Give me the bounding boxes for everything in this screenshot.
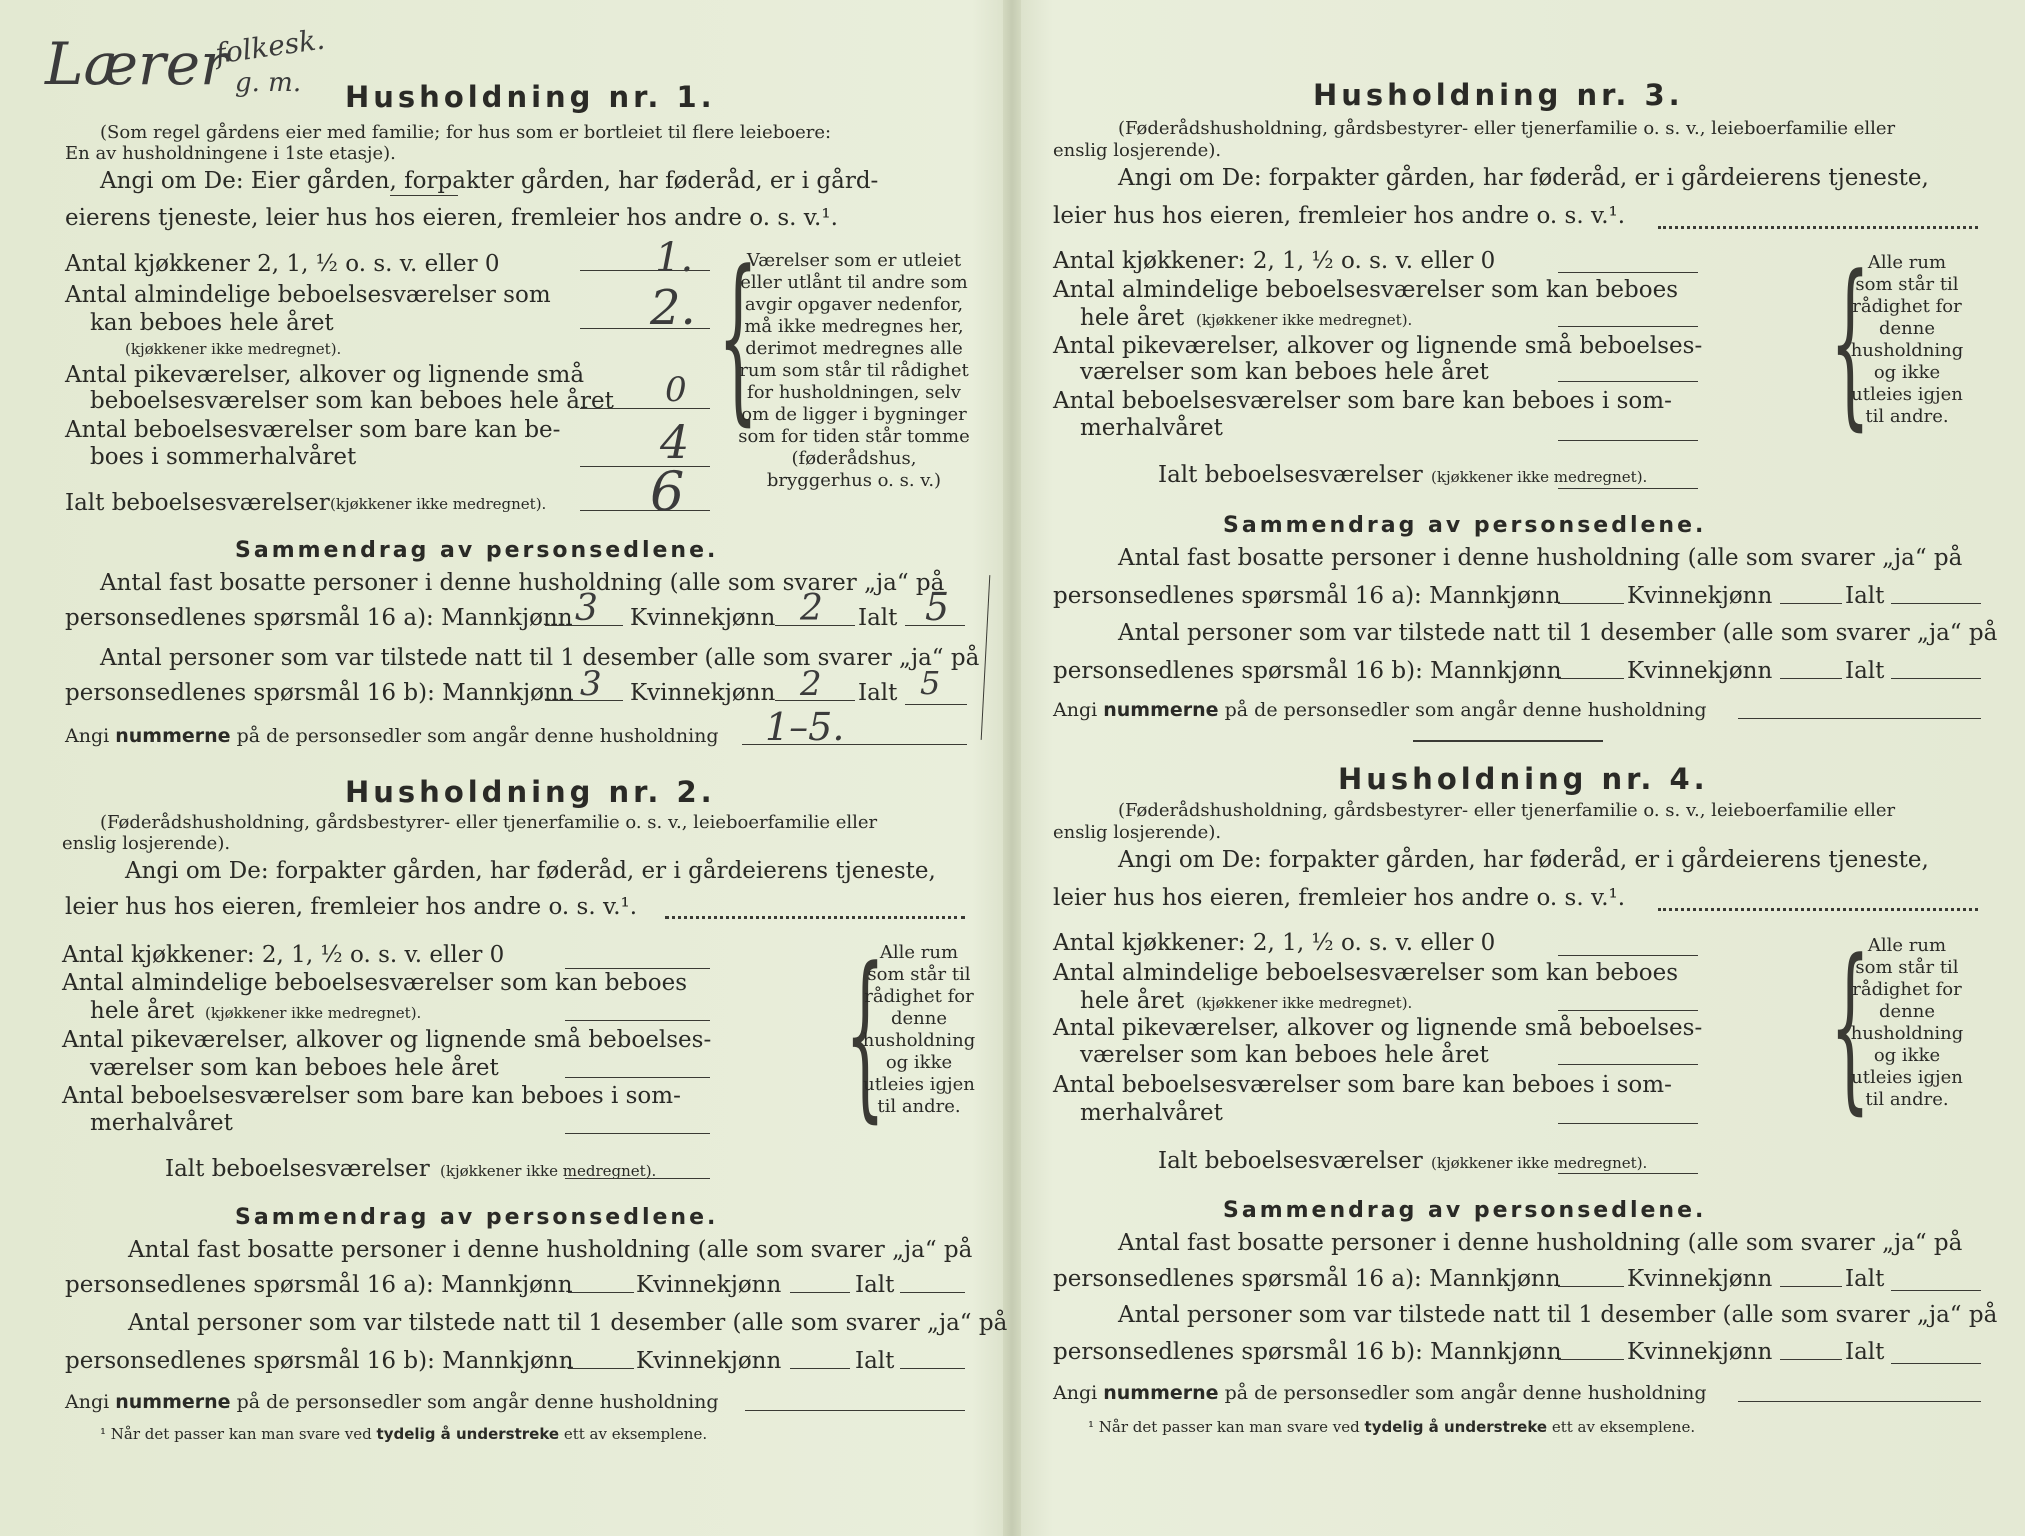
h4-tilst-k-label: Kvinnekjønn	[1627, 1339, 1773, 1365]
household-3-angi-line1: Angi om De: forpakter gården, har føderåd, er i gårdeierens tjeneste,	[1118, 165, 1929, 191]
h3-brace: {	[1830, 238, 1871, 447]
h2-rooms-field[interactable]	[565, 1020, 710, 1021]
h4-maid-field[interactable]	[1558, 1064, 1698, 1065]
h2-tilst-line1: Antal personer som var tilstede natt til 1 desember (alle som svarer „ja“ på	[128, 1310, 1008, 1336]
handwritten-occupation-note: folkesk.	[213, 22, 327, 71]
handwritten-occupation: Lærer	[45, 30, 228, 98]
h4-total-note: (kjøkkener ikke medregnet).	[1431, 1154, 1648, 1172]
h3-numbers-field[interactable]	[1738, 718, 1981, 719]
h2-rooms-note: (kjøkkener ikke medregnet).	[205, 1004, 422, 1022]
h2-summer-line1: Antal beboelsesværelser som bare kan beboes i som-	[62, 1083, 681, 1109]
h4-tilst-line2: personsedlenes spørsmål 16 b): Mannkjønn	[1053, 1339, 1562, 1365]
h1-maid-line1: Antal pikeværelser, alkover og lignende små	[65, 362, 585, 388]
h3-angi-field[interactable]	[1658, 226, 1978, 229]
h2-rooms-line1: Antal almindelige beboelsesværelser som kan beboes	[62, 970, 688, 996]
h1-fast-ialt-label: Ialt	[858, 605, 898, 631]
h4-angi-numbers-label: Angi nummerne på de personsedler som angår denne husholdning	[1053, 1382, 1707, 1404]
household-1-title: Husholdning nr. 1.	[345, 80, 716, 114]
h4-rooms-line2: hele året	[1080, 988, 1185, 1014]
household-4-note-line2: enslig losjerende).	[1053, 822, 1222, 843]
h4-fast-k-label: Kvinnekjønn	[1627, 1266, 1773, 1292]
h1-fast-m-value: 3	[575, 588, 598, 629]
h2-total-note: (kjøkkener ikke medregnet).	[440, 1162, 657, 1180]
h1-total-value: 6	[650, 460, 685, 523]
h1-maid-value: 0	[665, 370, 687, 410]
h1-angi-numbers-label: Angi nummerne på de personsedler som angår denne husholdning	[65, 725, 719, 747]
household-2-angi-line2: leier hus hos eieren, fremleier hos andre o. s. v.¹.	[65, 894, 638, 920]
household-3-title: Husholdning nr. 3.	[1313, 78, 1684, 112]
h4-rooms-note: (kjøkkener ikke medregnet).	[1196, 994, 1413, 1012]
h3-kitchens-label: Antal kjøkkener: 2, 1, ½ o. s. v. eller 0	[1053, 248, 1496, 274]
household-2-note-line1: (Føderådshusholdning, gårdsbestyrer- eller tjenerfamilie o. s. v., leieboerfamilie eller	[100, 812, 878, 833]
h4-summer-field[interactable]	[1558, 1123, 1698, 1124]
h3-fast-ialt-field[interactable]	[1891, 603, 1981, 604]
h2-tilst-ialt-field[interactable]	[900, 1368, 965, 1369]
household-1-note-line2: En av husholdningene i 1ste etasje).	[65, 143, 396, 164]
h1-tilst-line2: personsedlenes spørsmål 16 b): Mannkjønn	[65, 680, 574, 706]
h3-summary-title: Sammendrag av personsedlene.	[1223, 513, 1707, 538]
h3-tilst-line2: personsedlenes spørsmål 16 b): Mannkjønn	[1053, 658, 1562, 684]
h3-fast-k-label: Kvinnekjønn	[1627, 583, 1773, 609]
h2-total-label: Ialt beboelsesværelser	[165, 1156, 430, 1182]
h3-fast-m-field[interactable]	[1558, 603, 1624, 604]
h1-maid-line2: beboelsesværelser som kan beboes hele året	[90, 388, 614, 414]
h1-rooms-line2: kan beboes hele året	[90, 310, 334, 336]
h3-rooms-field[interactable]	[1558, 326, 1698, 327]
h4-fast-ialt-label: Ialt	[1845, 1266, 1885, 1292]
h3-summer-field[interactable]	[1558, 440, 1698, 441]
h3-summer-line2: merhalvåret	[1080, 415, 1223, 441]
h1-summer-line2: boes i sommerhalvåret	[90, 444, 357, 470]
h1-summary-title: Sammendrag av personsedlene.	[235, 538, 719, 563]
h1-brace: {	[718, 233, 759, 442]
right-page	[1018, 0, 2025, 1536]
h1-tilst-ialt-value: 5	[920, 664, 941, 702]
h3-fast-line2: personsedlenes spørsmål 16 a): Mannkjønn	[1053, 583, 1561, 609]
h1-kitchens-label: Antal kjøkkener 2, 1, ½ o. s. v. eller 0	[65, 251, 500, 277]
h3-tilst-k-field[interactable]	[1780, 678, 1842, 679]
h4-tilst-ialt-field[interactable]	[1891, 1363, 1981, 1364]
h4-rooms-line1: Antal almindelige beboelsesværelser som kan beboes	[1053, 960, 1679, 986]
h3-tilst-ialt-label: Ialt	[1845, 658, 1885, 684]
owner-underline	[390, 195, 458, 196]
h2-rooms-line2: hele året	[90, 998, 195, 1024]
h1-rooms-line3: (kjøkkener ikke medregnet).	[125, 340, 342, 358]
h4-fast-line2: personsedlenes spørsmål 16 a): Mannkjønn	[1053, 1266, 1561, 1292]
h2-numbers-field[interactable]	[745, 1410, 965, 1411]
h3-total-field[interactable]	[1558, 488, 1698, 489]
h2-summary-title: Sammendrag av personsedlene.	[235, 1205, 719, 1230]
h3-kitchens-field[interactable]	[1558, 272, 1698, 273]
handwritten-marital-note: g. m.	[235, 68, 302, 98]
h3-rooms-note: (kjøkkener ikke medregnet).	[1196, 311, 1413, 329]
household-4-angi-line2: leier hus hos eieren, fremleier hos andre o. s. v.¹.	[1053, 885, 1626, 911]
h1-tilst-m-value: 3	[580, 664, 602, 704]
h4-total-label: Ialt beboelsesværelser	[1158, 1148, 1423, 1174]
h2-maid-line2: værelser som kan beboes hele året	[90, 1055, 499, 1081]
h1-numbers-value: 1–5.	[765, 705, 845, 749]
right-footnote: ¹ Når det passer kan man svare ved tydelig å understreke ett av eksemplene.	[1088, 1418, 1696, 1436]
h4-maid-line1: Antal pikeværelser, alkover og lignende små beboelses-	[1053, 1015, 1703, 1041]
h1-total-note: (kjøkkener ikke medregnet).	[330, 495, 547, 513]
h2-maid-field[interactable]	[565, 1077, 710, 1078]
h3-fast-k-field[interactable]	[1780, 603, 1842, 604]
h2-fast-k-field[interactable]	[790, 1292, 850, 1293]
household-3-note-line1: (Føderådshusholdning, gårdsbestyrer- eller tjenerfamilie o. s. v., leieboerfamilie eller	[1118, 118, 1896, 139]
h3-total-label: Ialt beboelsesværelser	[1158, 462, 1423, 488]
h4-brace: {	[1830, 922, 1871, 1131]
household-2-note-line2: enslig losjerende).	[62, 833, 231, 854]
h2-fast-line2: personsedlenes spørsmål 16 a): Mannkjønn	[65, 1272, 573, 1298]
h3-maid-line1: Antal pikeværelser, alkover og lignende små beboelses-	[1053, 333, 1703, 359]
h3-fast-line1: Antal fast bosatte personer i denne husholdning (alle som svarer „ja“ på	[1118, 545, 1963, 571]
h4-side-note: Alle rum som står til rådighet for denne husholdning og ikke utleies igjen til andre.	[1850, 935, 1964, 1110]
h2-side-note: Alle rum som står til rådighet for denne husholdning og ikke utleies igjen til andre.	[862, 942, 976, 1117]
h1-side-note: Værelser som er utleiet eller utlånt til andre som avgir opgaver nedenfor, må ikke medregnes her, derimot medregnes alle rum som står til rådighet for husholdningen, selv om de ligger i bygninger som for tiden står tomme (føderådshus, bryggerhus o. s. v.)	[738, 250, 970, 491]
h1-tilst-ialt-label: Ialt	[858, 680, 898, 706]
h4-kitchens-label: Antal kjøkkener: 2, 1, ½ o. s. v. eller 0	[1053, 930, 1496, 956]
h1-fast-line2: personsedlenes spørsmål 16 a): Mannkjønn	[65, 605, 573, 631]
h3-maid-field[interactable]	[1558, 381, 1698, 382]
h1-tilst-k-label: Kvinnekjønn	[630, 680, 776, 706]
household-4-angi-line1: Angi om De: forpakter gården, har føderåd, er i gårdeierens tjeneste,	[1118, 847, 1929, 873]
h2-maid-line1: Antal pikeværelser, alkover og lignende små beboelses-	[62, 1027, 712, 1053]
h3-rooms-line1: Antal almindelige beboelsesværelser som kan beboes	[1053, 277, 1679, 303]
household-3-note-line2: enslig losjerende).	[1053, 140, 1222, 161]
h2-brace: {	[845, 930, 886, 1139]
h1-kitchens-value: 1.	[655, 235, 694, 281]
h3-summer-line1: Antal beboelsesværelser som bare kan beboes i som-	[1053, 388, 1672, 414]
h4-summer-line2: merhalvåret	[1080, 1100, 1223, 1126]
h2-summer-field[interactable]	[565, 1133, 710, 1134]
household-4-title: Husholdning nr. 4.	[1338, 762, 1709, 796]
h3-tilst-m-field[interactable]	[1558, 678, 1624, 679]
h1-maid-field[interactable]	[580, 408, 710, 409]
h3-rooms-line2: hele året	[1080, 305, 1185, 331]
h2-tilst-line2: personsedlenes spørsmål 16 b): Mannkjønn	[65, 1348, 574, 1374]
h2-total-field[interactable]	[565, 1178, 710, 1179]
left-page	[0, 0, 1008, 1536]
household-1-note-line1: (Som regel gårdens eier med familie; for hus som er bortleiet til flere leieboere:	[100, 122, 832, 143]
h2-tilst-m-field[interactable]	[568, 1368, 634, 1369]
household-1-angi-line2: eierens tjeneste, leier hus hos eieren, fremleier hos andre o. s. v.¹.	[65, 205, 838, 231]
household-1-angi-line1: Angi om De: Eier gården, forpakter gården, har føderåd, er i gård-	[100, 168, 879, 194]
h3-tilst-line1: Antal personer som var tilstede natt til 1 desember (alle som svarer „ja“ på	[1118, 620, 1998, 646]
h4-tilst-line1: Antal personer som var tilstede natt til 1 desember (alle som svarer „ja“ på	[1118, 1302, 1998, 1328]
h2-fast-line1: Antal fast bosatte personer i denne husholdning (alle som svarer „ja“ på	[128, 1237, 973, 1263]
h1-fast-line1: Antal fast bosatte personer i denne husholdning (alle som svarer „ja“ på	[100, 570, 945, 596]
household-2-title: Husholdning nr. 2.	[345, 775, 716, 809]
h1-total-label: Ialt beboelsesværelser	[65, 490, 330, 516]
h3-tilst-k-label: Kvinnekjønn	[1627, 658, 1773, 684]
h1-margin-stroke	[981, 575, 991, 740]
h4-fast-m-field[interactable]	[1558, 1286, 1624, 1287]
h2-tilst-k-field[interactable]	[790, 1368, 850, 1369]
h4-tilst-ialt-label: Ialt	[1845, 1339, 1885, 1365]
h1-summer-line1: Antal beboelsesværelser som bare kan be-	[65, 417, 561, 443]
h4-kitchens-field[interactable]	[1558, 955, 1698, 956]
h3-total-note: (kjøkkener ikke medregnet).	[1431, 468, 1648, 486]
h1-fast-k-label: Kvinnekjønn	[630, 605, 776, 631]
h3-angi-numbers-label: Angi nummerne på de personsedler som angår denne husholdning	[1053, 699, 1707, 721]
h2-fast-k-label: Kvinnekjønn	[636, 1272, 782, 1298]
h1-summer-field[interactable]	[580, 466, 710, 467]
h1-fast-k-value: 2	[800, 588, 823, 629]
h2-fast-ialt-label: Ialt	[855, 1272, 895, 1298]
h3-fast-ialt-label: Ialt	[1845, 583, 1885, 609]
h1-rooms-line1: Antal almindelige beboelsesværelser som	[65, 282, 551, 308]
h2-angi-field[interactable]	[665, 916, 965, 919]
household-3-angi-line2: leier hus hos eieren, fremleier hos andre o. s. v.¹.	[1053, 203, 1626, 229]
h2-tilst-k-label: Kvinnekjønn	[636, 1348, 782, 1374]
h3-maid-line2: værelser som kan beboes hele året	[1080, 359, 1489, 385]
h4-total-field[interactable]	[1558, 1173, 1698, 1174]
h1-total-field[interactable]	[580, 510, 710, 511]
h1-tilst-ialt-field[interactable]	[905, 704, 967, 705]
h4-tilst-k-field[interactable]	[1780, 1359, 1842, 1360]
household-4-note-line1: (Føderådshusholdning, gårdsbestyrer- eller tjenerfamilie o. s. v., leieboerfamilie eller	[1118, 800, 1896, 821]
household-2-angi-line1: Angi om De: forpakter gården, har føderåd, er i gårdeierens tjeneste,	[125, 858, 936, 884]
h2-fast-ialt-field[interactable]	[900, 1292, 965, 1293]
h3-side-note: Alle rum som står til rådighet for denne husholdning og ikke utleies igjen til andre.	[1850, 252, 1964, 427]
h1-tilst-k-value: 2	[800, 664, 822, 704]
h4-tilst-m-field[interactable]	[1558, 1359, 1624, 1360]
h1-tilst-line1: Antal personer som var tilstede natt til 1 desember (alle som svarer „ja“ på	[100, 645, 980, 671]
h4-summary-title: Sammendrag av personsedlene.	[1223, 1198, 1707, 1223]
h4-summer-line1: Antal beboelsesværelser som bare kan beboes i som-	[1053, 1072, 1672, 1098]
h4-maid-line2: værelser som kan beboes hele året	[1080, 1042, 1489, 1068]
h2-kitchens-field[interactable]	[565, 968, 710, 969]
h2-kitchens-label: Antal kjøkkener: 2, 1, ½ o. s. v. eller 0	[62, 942, 505, 968]
h4-fast-line1: Antal fast bosatte personer i denne husholdning (alle som svarer „ja“ på	[1118, 1230, 1963, 1256]
h4-numbers-field[interactable]	[1738, 1401, 1981, 1402]
h2-angi-numbers-label: Angi nummerne på de personsedler som angår denne husholdning	[65, 1391, 719, 1413]
h2-summer-line2: merhalvåret	[90, 1110, 233, 1136]
h4-fast-ialt-field[interactable]	[1891, 1290, 1981, 1291]
h4-angi-field[interactable]	[1658, 908, 1978, 911]
left-footnote: ¹ Når det passer kan man svare ved tydelig å understreke ett av eksemplene.	[100, 1425, 708, 1443]
h3-tilst-ialt-field[interactable]	[1891, 678, 1981, 679]
h1-summer-value: 4	[660, 415, 690, 469]
h4-fast-k-field[interactable]	[1780, 1286, 1842, 1287]
section-divider	[1413, 740, 1603, 742]
h2-tilst-ialt-label: Ialt	[855, 1348, 895, 1374]
h1-fast-ialt-value: 5	[925, 585, 950, 629]
h1-rooms-value: 2.	[650, 280, 696, 336]
h4-rooms-field[interactable]	[1558, 1010, 1698, 1011]
h2-fast-m-field[interactable]	[568, 1292, 634, 1293]
